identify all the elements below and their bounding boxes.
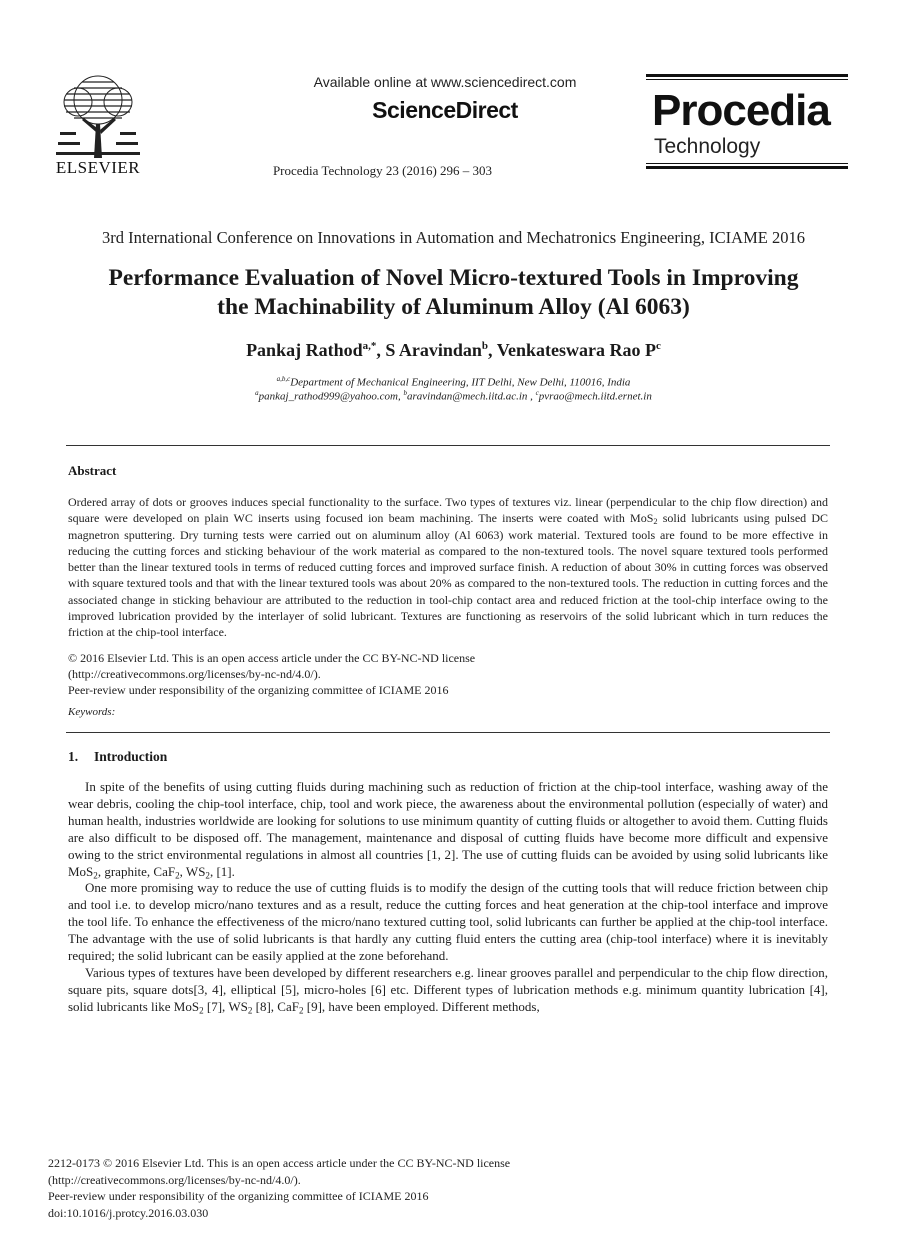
author-list: Pankaj Rathod$^{a,*}$, S Aravindan$^b$, Venkateswara Rao $P^c$: [246, 340, 661, 360]
author-affiliation-mark: b: [481, 340, 489, 352]
procedia-bottom-rule: [646, 166, 848, 169]
license-line: © 2016 Elsevier Ltd. This is an open access article under the CC BY-NC-ND license: [68, 651, 476, 665]
keywords-label: Keywords:: [68, 706, 116, 718]
technology-wordmark: Technology: [654, 135, 761, 158]
section-divider: [66, 445, 830, 446]
elsevier-tree-icon: [52, 72, 144, 158]
email-link[interactable]: pvrao@mech.iitd.ernet.in: [538, 390, 652, 403]
email-link[interactable]: pankaj_rathod999@yahoo.com,: [258, 390, 401, 403]
author-affiliation-mark: c: [656, 340, 661, 352]
paper-title: [40, 264, 867, 322]
abstract-heading: Abstract: [68, 463, 117, 478]
procedia-top-rule: [646, 74, 848, 77]
author-name: Pankaj Rathod: [246, 340, 363, 360]
title-line: the Machinability of Aluminum Alloy (Al 6063): [217, 294, 690, 320]
sciencedirect-logo[interactable]: ScienceDirect: [372, 97, 518, 123]
introduction-body: [68, 779, 828, 1016]
email-mark: a: [255, 389, 259, 397]
footer-doi[interactable]: doi:10.1016/j.protcy.2016.03.030: [48, 1205, 209, 1220]
author-name: S Aravindan: [385, 340, 482, 360]
conference-name: 3rd International Conference on Innovations in Automation and Mechatronics Engineering, ICIAME 2016: [102, 228, 805, 247]
publisher-wordmark: ELSEVIER: [55, 158, 141, 177]
footer-license-url[interactable]: (http://creativecommons.org/licenses/by-nc-nd/4.0/).: [48, 1172, 301, 1187]
email-mark: b: [403, 389, 407, 397]
paragraph: One more promising way to reduce the use of cutting fluids is to modify the design of the cutting tools that will reduce friction between chip and tool i.e. to develop micro/nano textures and as a result, reduce the cutting forces and heat generation at the chip-tool interface and improve the tool life. To enhance the effectiveness of the micro/nano textured cutting tool, solid lubricants can further be applied at the chip-tool interface. The advantage with the use of solid lubricants is that hardly any cutting fluid enters the cutting area (chip-tool interface) where it is inevitably required; the solid lubricant can be easily applied at the zone beforehand.: [68, 880, 828, 964]
procedia-bottom-rule-thin: [646, 163, 848, 164]
section-heading: [68, 749, 167, 765]
procedia-logo: [646, 74, 848, 169]
footer-peer-review: Peer-review under responsibility of the organizing committee of ICIAME 2016: [48, 1189, 429, 1203]
footer-issn-license: 2212-0173 © 2016 Elsevier Ltd. This is an open access article under the CC BY-NC-ND license: [48, 1156, 511, 1170]
procedia-wordmark: Procedia: [652, 86, 830, 135]
author-emails: [40, 389, 867, 403]
author-name: Venkateswara Rao P: [496, 340, 657, 360]
footer-notice: [48, 1155, 808, 1221]
available-online-text[interactable]: Available online at www.sciencedirect.com: [313, 74, 577, 90]
title-line: Performance Evaluation of Novel Micro-textured Tools in Improving: [108, 265, 799, 291]
author-affiliation-mark: a,*: [362, 340, 377, 352]
affiliation-text: Department of Mechanical Engineering, IIT Delhi, New Delhi, 110016, India: [290, 376, 631, 389]
email-mark: c: [535, 389, 539, 397]
section-title: Introduction: [94, 749, 168, 764]
email-link[interactable]: aravindan@mech.iitd.ac.in ,: [407, 390, 533, 403]
journal-reference: Procedia Technology 23 (2016) 296 – 303: [272, 163, 493, 178]
affiliation-mark: a,b,c: [276, 375, 291, 383]
section-divider: [66, 732, 830, 733]
elsevier-logo: [48, 72, 148, 178]
section-number: 1.: [68, 749, 79, 764]
affiliation: [40, 375, 867, 389]
procedia-top-rule-thin: [646, 79, 848, 80]
paragraph: In spite of the benefits of using cutting fluids during machining such as reduction of friction at the chip-tool interface, washing away of the wear debris, cooling the chip-tool interface, chip, tool and work piece, the awareness about the environmental pollution (especially of water) and human health, industries worldwide are looking for solutions to use minimum quantity of cutting fluids or altogether to avoid them. Cutting fluids are also difficult to be disposed off. The management, maintenance and disposal of cutting fluids have become more difficult and expensive owing to the strict environmental regulations in almost all countries [1, 2]. The use of cutting fluids can be avoided by using solid lubricants like MoS$_2$, graphite, CaF$_2$, $WS_2$, [1].: [68, 779, 828, 880]
license-url[interactable]: (http://creativecommons.org/licenses/by-nc-nd/4.0/).: [68, 667, 321, 681]
peer-review-line: Peer-review under responsibility of the organizing committee of ICIAME 2016: [68, 683, 449, 697]
license-notice: [68, 650, 828, 698]
paragraph: Various types of textures have been developed by different researchers e.g. linear grooves parallel and perpendicular to the chip flow direction, square pits, square dots[3, 4], elliptical [5], micro-holes [6] etc. Different types of lubrication methods e.g. minimum quantity lubrication [4], solid lubricants like MoS$_2$ [7], $WS_2$ [8], CaF$_2$ [9], have been employed. Different methods,: [68, 964, 828, 1016]
abstract-body: Ordered array of dots or grooves induces special functionality to the surface. Two types of textures viz. linear (perpendicular to the chip flow direction) and square were developed on plain WC inserts using focused ion beam machining. The inserts were coated with MoS$_2$ solid lubricants using pulsed DC magnetron sputtering. Dry turning tests were carried out on aluminum alloy (Al 6063) work material. Textured tools are found to be more effective in reducing the cutting forces and sticking behaviour of the work material as compared to the non-textured tools. The novel square textured tools performed better than the linear textured tools in terms of reduced cutting forces and improved surface finish. A reduction of about 30% in cutting forces was observed with square textured tools and that with the linear textured tools was about 20% as compared to the non-textured tools. The reduction in cutting forces and the associated change in sticking behaviour are attributed to the reduction in tool-chip contact area and reduced friction at the tool-chip interface owing to the improved lubrication provided by the interlayer of solid lubricant. Textures are functioning as reservoirs of the solid lubricant which in turn reduces the friction at the chip-tool interface.: [68, 495, 828, 640]
